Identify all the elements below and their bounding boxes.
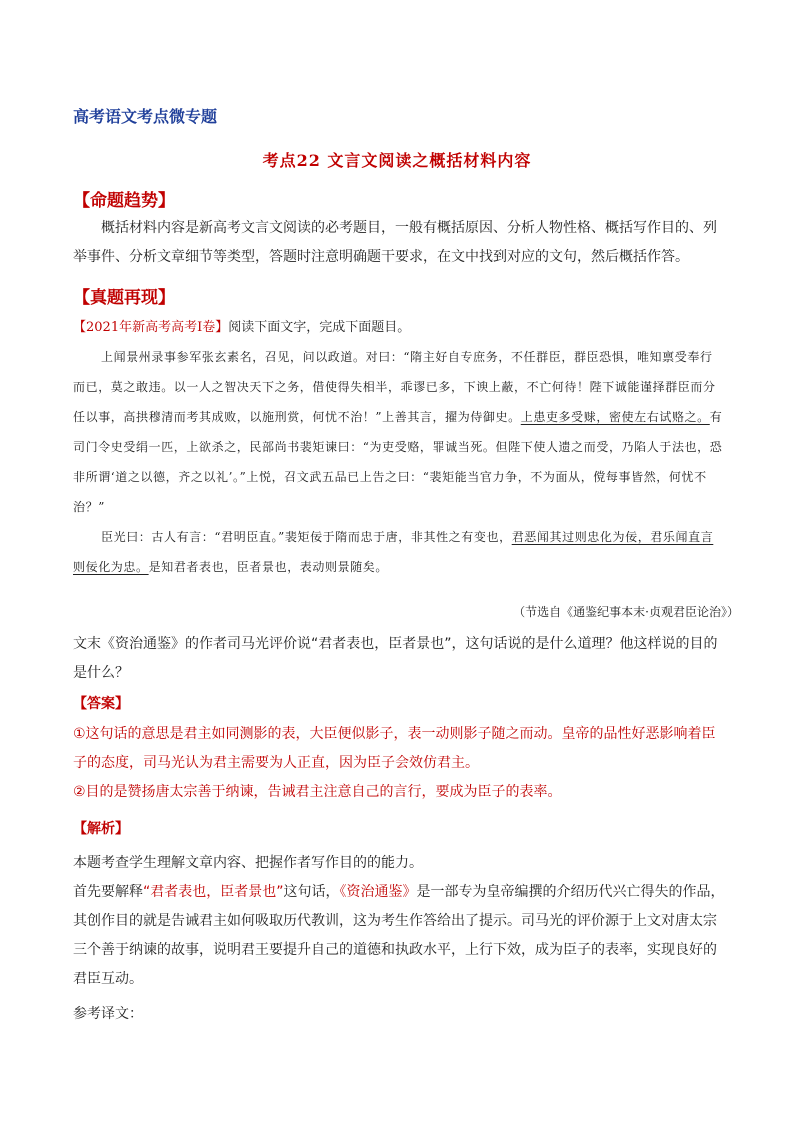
passage-text: 臣光曰：古人有言：“君明臣直。”裴矩佞于隋而忠于唐，非其性之有变也，: [101, 530, 512, 544]
question-text: 文末《资治通鉴》的作者司马光评价说“君者表也，臣者景也”，这句话说的是什么道理？他这样说的目的是什么？: [73, 636, 718, 681]
passage-citation: （节选自《通鉴纪事本末·贞观君臣论治》）: [513, 605, 739, 619]
answer-label: 【答案】: [73, 696, 129, 712]
exam-source-tag: 【2021年新高考高考Ⅰ卷】: [73, 320, 229, 335]
analysis-block: [73, 849, 725, 994]
answer-block: [73, 720, 725, 807]
trend-heading: 【命题趋势】: [73, 191, 175, 211]
passage-text: 上闻景州录事参军张玄素名，召见，问以政道。对曰：“隋主好自专庶务，不任群臣，群臣恐惧，唯知禀受奉行而已，莫之敢违。以一人之智决天下之务，借使得失相半，乖谬已多，下谀上蔽，不亡何待！陛下诚能谨择群臣而分任以事，高拱穆清而考其成败，以施刑赏，何忧不治！”上善其言，擢为侍御史。: [73, 350, 716, 424]
exam-instruction: 阅读下面文字，完成下面题目。: [228, 320, 411, 335]
exam-heading: 【真题再现】: [73, 288, 175, 308]
underlined-sentence-2: 君恶闻其过则忠化为佞，君乐闻直言则佞化为忠。: [73, 530, 714, 574]
analysis-label: 【解析】: [73, 821, 129, 837]
analysis-text: 是一部专为皇帝编撰的介绍历代兴亡得失的作品，其创作目的就是告诫君主如何吸取历代教训，这为考生作答给出了提示。司马光的评价源于上文对唐太宗三个善于纳谏的故事，说明君王要提升自己的道德和执政水平，上行下效，成为臣子的表率，实现良好的君臣互动。: [73, 884, 725, 987]
passage-text: 是知君者表也，臣者景也，表动则景随矣。: [148, 560, 389, 574]
passage-paragraph-2: [73, 522, 725, 582]
analysis-paragraph-2: [73, 878, 725, 994]
exam-source-line: [73, 316, 410, 335]
analysis-text: 这句话，: [283, 884, 340, 900]
analysis-text: 首先要解释: [73, 884, 143, 900]
classical-passage: [73, 342, 725, 582]
passage-text: 有司门令史受绢一匹，上欲杀之，民部尚书裴矩谏曰：“为吏受赂，罪诚当死。但陛下使人遗之而受，乃陷人于法也，恐非所谓‘道之以德，齐之以礼’。”上悦，召文武五品已上告之曰：“裴矩能当官力争，不为面从，傥每事皆然，何忧不治？”: [73, 410, 723, 514]
series-title: 高考语文考点微专题: [73, 107, 218, 126]
passage-paragraph-1: [73, 342, 725, 522]
underlined-sentence-1: 上患吏多受赇，密使左右试赂之。: [520, 410, 710, 424]
analysis-highlight: “君者表也，臣者景也”: [143, 884, 284, 900]
answer-item-2: ②目的是赞扬唐太宗善于纳谏，告诫君主注意自己的言行，要成为臣子的表率。: [73, 784, 562, 800]
analysis-highlight: 《资治通鉴》: [339, 884, 417, 900]
trend-paragraph: 概括材料内容是新高考文言文阅读的必考题目，一般有概括原因、分析人物性格、概括写作目的、列举事件、分析文章细节等类型，答题时注意明确题干要求，在文中找到对应的文句，然后概括作答。: [73, 220, 717, 265]
reference-translation-label: 参考译文：: [73, 1006, 143, 1022]
page-title: 考点22 文言文阅读之概括材料内容: [262, 151, 532, 170]
analysis-paragraph-1: 本题考查学生理解文章内容、把握作者写作目的的能力。: [73, 855, 423, 871]
answer-item-1: ①这句话的意思是君主如同测影的表，大臣便似影子，表一动则影子随之而动。皇帝的品性好恶影响着臣子的态度，司马光认为君主需要为人正直，因为臣子会效仿君主。: [73, 726, 716, 771]
